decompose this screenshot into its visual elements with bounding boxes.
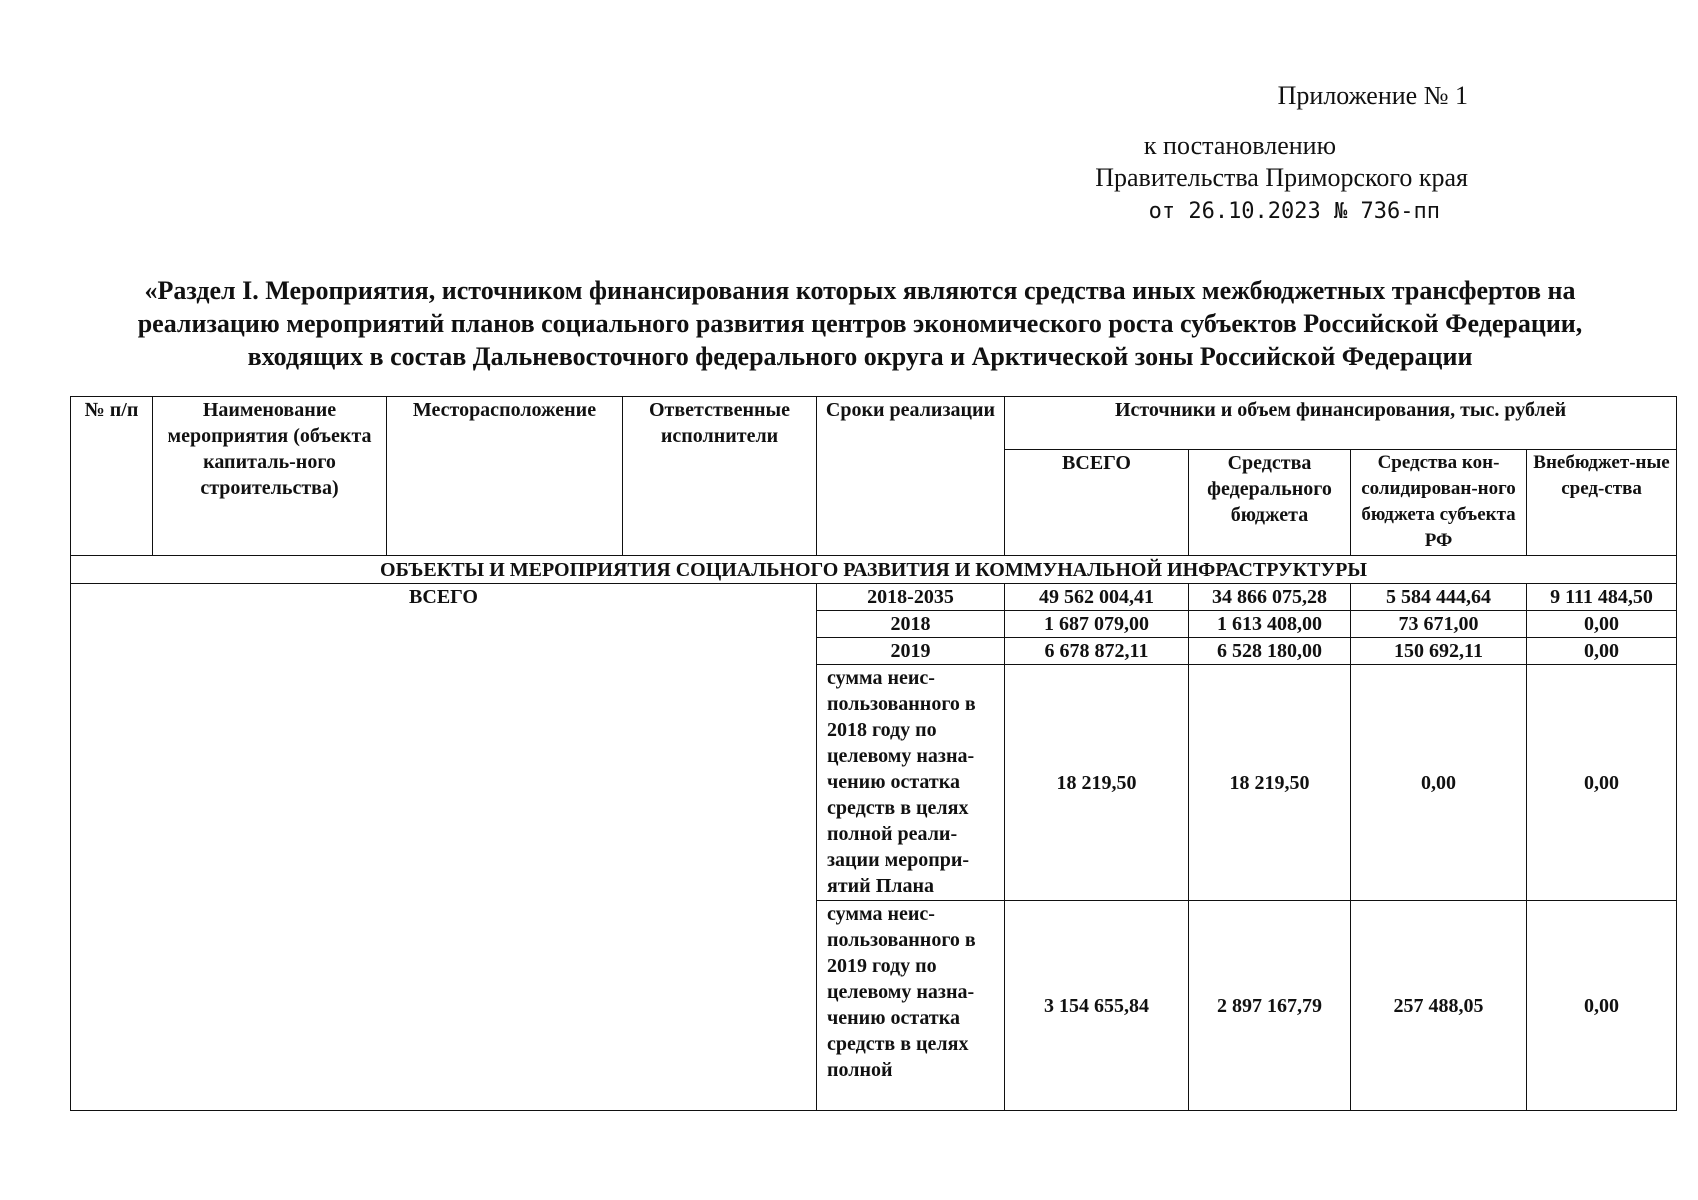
federal-cell: 1 613 408,00 xyxy=(1189,611,1351,638)
period-cell: 2019 xyxy=(817,638,1005,665)
extrabudget-cell: 0,00 xyxy=(1527,665,1677,901)
section-title-line-2: реализацию мероприятий планов социального развития центров экономического роста субъектов Российской Федерации, xyxy=(137,309,1583,338)
total-label: ВСЕГО xyxy=(71,584,817,1111)
federal-cell: 34 866 075,28 xyxy=(1189,584,1351,611)
consolidated-cell: 257 488,05 xyxy=(1351,901,1527,1111)
federal-cell: 6 528 180,00 xyxy=(1189,638,1351,665)
section-title-line-1: «Раздел I. Мероприятия, источником финансирования которых являются средства иных межбюджетных трансфертов на xyxy=(144,276,1576,305)
federal-cell: 18 219,50 xyxy=(1189,665,1351,901)
annex-government: Правительства Приморского края xyxy=(1095,163,1468,192)
section-row xyxy=(71,556,1677,584)
header-sources: Источники и объем финансирования, тыс. рублей xyxy=(1005,397,1677,450)
header-location: Месторасположение xyxy=(387,397,623,556)
consolidated-cell: 0,00 xyxy=(1351,665,1527,901)
annex-date-number: от 26.10.2023 № 736-пп xyxy=(1148,199,1440,224)
table-row xyxy=(71,584,1677,611)
period-cell: 2018 xyxy=(817,611,1005,638)
consolidated-cell: 5 584 444,64 xyxy=(1351,584,1527,611)
annex-to: к постановлению xyxy=(1143,131,1336,160)
section-title xyxy=(60,274,1660,373)
header-consolidated: Средства кон-солидирован-ного бюджета субъекта РФ xyxy=(1351,450,1527,556)
annex-number: Приложение № 1 xyxy=(1277,81,1468,110)
consolidated-cell: 150 692,11 xyxy=(1351,638,1527,665)
section-heading: ОБЪЕКТЫ И МЕРОПРИЯТИЯ СОЦИАЛЬНОГО РАЗВИТИЯ И КОММУНАЛЬНОЙ ИНФРАСТРУКТУРЫ xyxy=(71,556,1677,584)
header-num: № п/п xyxy=(71,397,153,556)
header-federal: Средства федерального бюджета xyxy=(1189,450,1351,556)
header-total: ВСЕГО xyxy=(1005,450,1189,556)
total-cell: 6 678 872,11 xyxy=(1005,638,1189,665)
header-name: Наименование мероприятия (объекта капиталь-ного строительства) xyxy=(153,397,387,556)
header-terms: Сроки реализации xyxy=(817,397,1005,556)
total-cell: 18 219,50 xyxy=(1005,665,1189,901)
header-responsible: Ответственные исполнители xyxy=(623,397,817,556)
period-note-cell: сумма неис-пользованного в 2018 году по целевому назна-чению остатка средств в целях полной реали-зации меропри-ятий Плана xyxy=(817,665,1005,901)
financing-table xyxy=(70,396,1677,1111)
extrabudget-cell: 0,00 xyxy=(1527,638,1677,665)
consolidated-cell: 73 671,00 xyxy=(1351,611,1527,638)
extrabudget-cell: 9 111 484,50 xyxy=(1527,584,1677,611)
header-row-1 xyxy=(71,397,1677,450)
section-title-line-3: входящих в состав Дальневосточного федерального округа и Арктической зоны Российской Федерации xyxy=(247,342,1473,371)
period-note-cell: сумма неис-пользованного в 2019 году по целевому назна-чению остатка средств в целях полной xyxy=(817,901,1005,1111)
total-cell: 1 687 079,00 xyxy=(1005,611,1189,638)
extrabudget-cell: 0,00 xyxy=(1527,611,1677,638)
total-cell: 3 154 655,84 xyxy=(1005,901,1189,1111)
period-cell: 2018-2035 xyxy=(817,584,1005,611)
extrabudget-cell: 0,00 xyxy=(1527,901,1677,1111)
total-cell: 49 562 004,41 xyxy=(1005,584,1189,611)
header-extrabudget: Внебюджет-ные сред-ства xyxy=(1527,450,1677,556)
federal-cell: 2 897 167,79 xyxy=(1189,901,1351,1111)
